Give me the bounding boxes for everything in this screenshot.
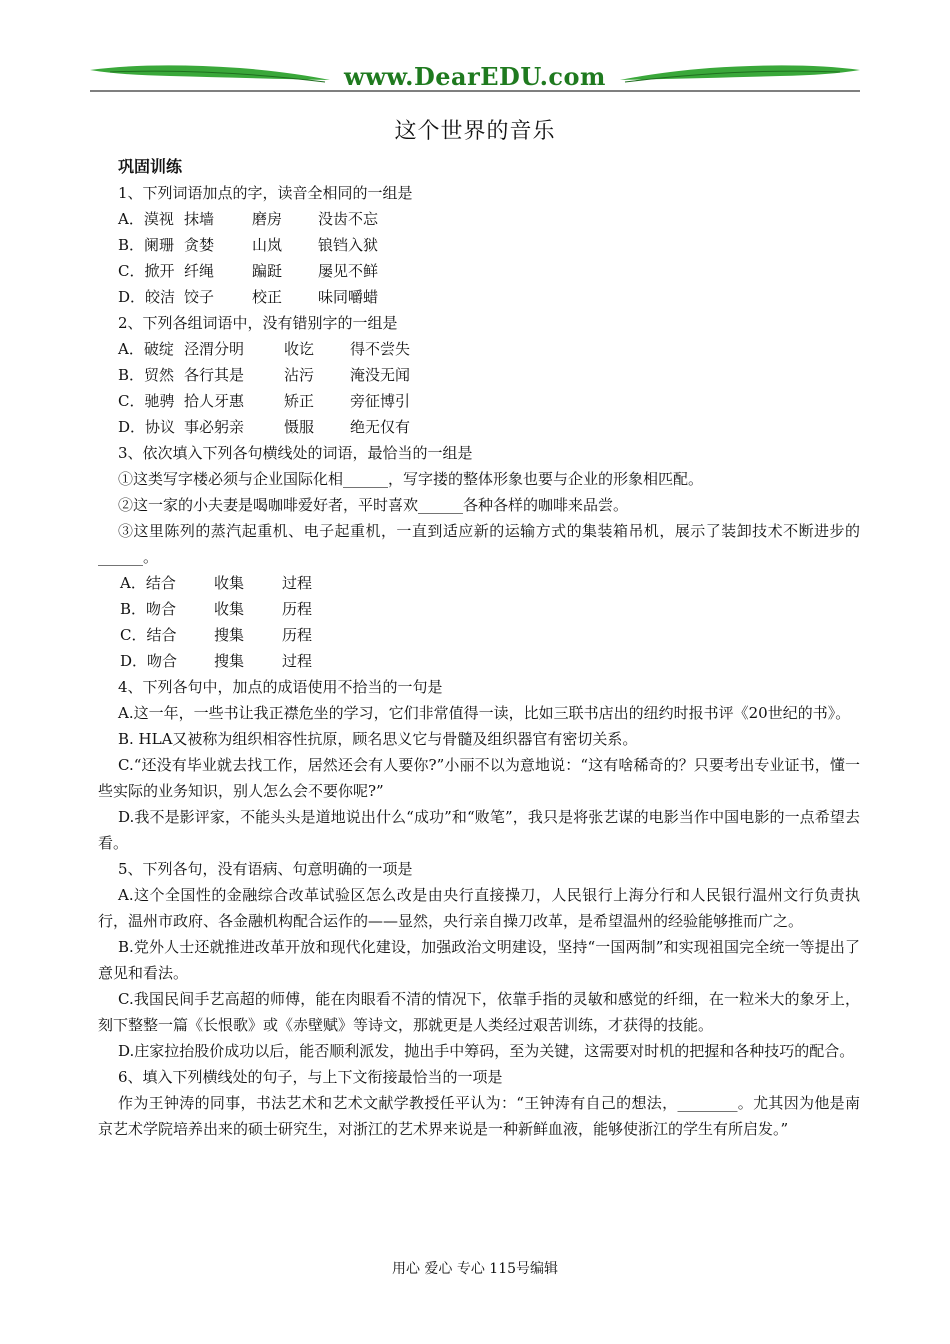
option-label-word: B．贸然 [118, 366, 175, 384]
option-word: 饺子 [184, 288, 215, 306]
option-label-word: A．漠视 [118, 210, 174, 228]
option-word: 收讫 [284, 340, 315, 358]
option-word: 校正 [252, 288, 283, 306]
option-label-word: C．驰骋 [118, 392, 175, 410]
option-label-word: B．吻合 [120, 600, 177, 618]
option-word: 收集 [214, 574, 245, 592]
option-word: 历程 [282, 600, 313, 618]
option-word: 纤绳 [184, 262, 215, 280]
option-word: 绝无仅有 [350, 418, 411, 436]
question-1-stem: 1、下列词语加点的字，读音全相同的一组是 [118, 184, 413, 202]
option-word: 锒铛入狱 [318, 236, 379, 254]
option-word: 搜集 [214, 652, 245, 670]
question-1-option [118, 284, 860, 310]
option-word: 淹没无闻 [350, 366, 411, 384]
option-word: 旁征博引 [350, 392, 411, 410]
page-footer: 用心 爱心 专心 115号编辑 [391, 1261, 559, 1277]
question-3-sentence: ①这类写字楼必须与企业国际化相______，写字搂的整体形象也要与企业的形象相匹配。 [118, 470, 704, 488]
question-1-option [118, 258, 860, 284]
question-4-option: A.这一年，一些书让我正襟危坐的学习，它们非常值得一读，比如三联书店出的纽约时报书评《20世纪的书》。 [118, 704, 851, 722]
question-3-sentence: ②这一家的小夫妻是喝咖啡爱好者，平时喜欢______各种各样的咖啡来品尝。 [118, 496, 629, 514]
question-5-option: D.庄家拉抬股价成功以后，能否顺利派发，抛出手中筹码，至为关键，这需要对时机的把握和各种技巧的配合。 [118, 1042, 855, 1060]
question-4-stem: 4、下列各句中，加点的成语使用不拾当的一句是 [118, 678, 443, 696]
option-label-word: A．破绽 [118, 340, 174, 358]
option-word: 拾人牙惠 [184, 392, 245, 410]
option-word: 山岚 [252, 236, 283, 254]
question-3-option [118, 648, 860, 674]
question-3-option [118, 622, 860, 648]
option-word: 磨房 [252, 210, 283, 228]
question-2-option [118, 336, 860, 362]
page-title: 这个世界的音乐 [394, 119, 556, 144]
question-3-option [118, 570, 860, 596]
option-label-word: B．阑珊 [118, 236, 175, 254]
option-label-word: C．掀开 [118, 262, 175, 280]
option-word: 矫正 [284, 392, 315, 410]
site-header [90, 58, 860, 98]
question-2-option [118, 388, 860, 414]
option-label-word: D．皎洁 [118, 288, 176, 306]
option-word: 历程 [282, 626, 313, 644]
question-3-option [118, 596, 860, 622]
option-label-word: A．结合 [120, 574, 176, 592]
option-word: 蹁跹 [252, 262, 283, 280]
option-word: 事必躬亲 [184, 418, 245, 436]
option-label-word: D．协议 [118, 418, 176, 436]
question-2-option [118, 362, 860, 388]
option-word: 各行其是 [184, 366, 245, 384]
question-5-option: B.党外人士还就推进改革开放和现代化建设，加强政治文明建设，坚持“一国两制”和实现祖国完全统一等提出了意见和看法。 [98, 938, 860, 982]
question-2-stem: 2、下列各组词语中，没有错别字的一组是 [118, 314, 398, 332]
option-word: 抹墙 [184, 210, 215, 228]
question-5-stem: 5、下列各句，没有语病、句意明确的一项是 [118, 860, 413, 878]
option-word: 屡见不鲜 [318, 262, 379, 280]
question-6-passage: 作为王钟涛的同事，书法艺术和艺术文献学教授任平认为：“王钟涛有自己的想法，________。尤其因为他是南京艺术学院培养出来的硕士研究生，对浙江的艺术界来说是一种新鲜血液，能够使浙江的学生有所启发。” [98, 1094, 860, 1138]
section-heading: 巩固训练 [118, 157, 183, 176]
question-5-option: C.我国民间手艺高超的师傅，能在肉眼看不清的情况下，依靠手指的灵敏和感觉的纤细，在一粒米大的象牙上，刻下整整一篇《长恨歌》或《赤壁赋》等诗文，那就更是人类经过艰苦训练，才获得的技能。 [98, 990, 860, 1034]
question-4-option: D.我不是影评家，不能头头是道地说出什么“成功”和“败笔”，我只是将张艺谋的电影当作中国电影的一点希望去看。 [98, 808, 860, 852]
option-label-word: D．吻合 [120, 652, 178, 670]
question-4-option: C.“还没有毕业就去找工作，居然还会有人要你?”小丽不以为意地说：“这有啥稀奇的？只要考出专业证书，懂一些实际的业务知识，别人怎么会不要你呢?” [98, 756, 860, 800]
option-word: 搜集 [214, 626, 245, 644]
question-5-option: A.这个全国性的金融综合改革试验区怎么改是由央行直接操刀，人民银行上海分行和人民银行温州文行负责执行，温州市政府、各金融机构配合运作的——显然，央行亲自操刀改革，是希望温州的经验能够推而广之。 [98, 886, 860, 930]
question-4-option: B. HLA又被称为组织相容性抗原，顾名思义它与骨髓及组织器官有密切关系。 [118, 730, 638, 748]
site-logo: www.DearEDU.com [344, 62, 606, 91]
option-word: 沾污 [284, 366, 315, 384]
option-word: 过程 [282, 652, 313, 670]
question-6-stem: 6、填入下列横线处的句子，与上下文衔接最恰当的一项是 [118, 1068, 503, 1086]
document-body [98, 154, 860, 1142]
question-1-option [118, 206, 860, 232]
option-word: 过程 [282, 574, 313, 592]
question-3-sentence: ③这里陈列的蒸汽起重机、电子起重机，一直到适应新的运输方式的集装箱吊机，展示了装卸技术不断进步的______。 [98, 522, 860, 566]
option-word: 得不尝失 [350, 340, 411, 358]
option-word: 慑服 [284, 418, 315, 436]
option-word: 泾渭分明 [184, 340, 245, 358]
option-label-word: C．结合 [120, 626, 177, 644]
option-word: 味同嚼蜡 [318, 288, 379, 306]
question-3-stem: 3、依次填入下列各句横线处的词语，最恰当的一组是 [118, 444, 473, 462]
question-1-option [118, 232, 860, 258]
option-word: 贪婪 [184, 236, 215, 254]
option-word: 收集 [214, 600, 245, 618]
option-word: 没齿不忘 [318, 210, 379, 228]
question-2-option [118, 414, 860, 440]
